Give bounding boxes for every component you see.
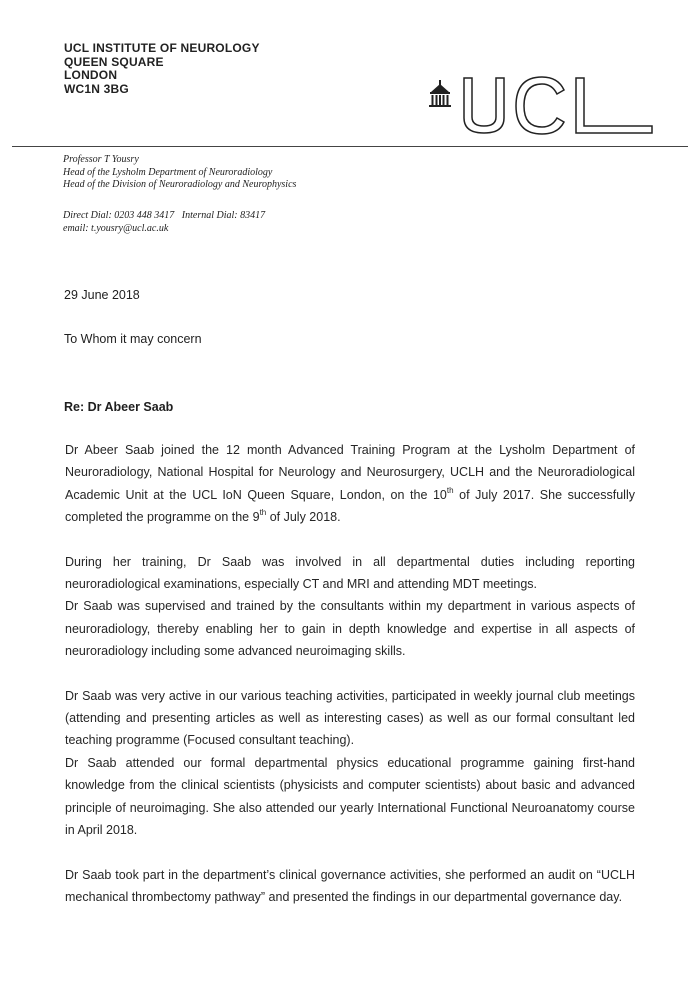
paragraph-governance: Dr Saab took part in the department’s clinical governance activities, she performed an audit on “UCLH mechanical thrombectomy pathway” and presented the findings in our departmental governance day. — [65, 867, 635, 904]
ucl-wordmark — [464, 77, 652, 134]
paragraph-supervision: Dr Saab was supervised and trained by the consultants within my department in various aspects of neuroradiology, thereby enabling her to gain in depth knowledge and expertise in all aspects of neuroradiology including some advanced neuroimaging skills. — [65, 599, 635, 659]
letter-body — [65, 439, 635, 908]
sender-title-division: Head of the Division of Neuroradiology and Neurophysics — [63, 179, 297, 190]
ordinal-suffix-1: th — [446, 485, 454, 495]
address-line-institute: UCL INSTITUTE OF NEUROLOGY — [64, 41, 260, 55]
paragraph-duties: During her training, Dr Saab was involved in all departmental duties including reporting neuroradiological examinations, especially CT and MRI and attending MDT meetings. — [65, 554, 635, 592]
sender-email: email: t.yousry@ucl.ac.uk — [63, 223, 169, 234]
paragraph-teaching: Dr Saab was very active in our various teaching activities, participated in weekly journal club meetings (attending and presenting articles as well as interesting cases) as well as our formal consultant led teaching programme (Focused consultant teaching). — [65, 688, 635, 748]
letterhead-divider — [12, 146, 688, 147]
sender-name: Professor T Yousry — [63, 154, 139, 165]
sender-title-department: Head of the Lysholm Department of Neuroradiology — [63, 166, 273, 178]
salutation: To Whom it may concern — [64, 332, 202, 346]
address-line-postcode: WC1N 3BG — [64, 81, 129, 96]
phone-line — [63, 209, 265, 222]
sender-block — [63, 154, 296, 192]
paragraph-physics: Dr Saab attended our formal departmental physics educational programme gaining first-hand knowledge from the clinical scientists (physicists and computer scientists) about basic and advanced principle of neuroimaging. She also attended our yearly International Functional Neuroanatomy course in April 2018. — [65, 755, 635, 838]
internal-dial: Internal Dial: 83417 — [181, 210, 266, 221]
paragraph-programme-part1: Dr Abeer Saab joined the 12 month Advanced Training Program at the Lysholm Department of Neuroradiology, National Hospital for Neurology and Neurosurgery, UCLH and the Neuroradiological Academic Unit at the UCL IoN Queen Square, London, on the 10 — [65, 443, 635, 502]
paragraph-programme-part2: of July 2017. She successfully completed the programme on the 9 — [65, 487, 635, 525]
paragraph-programme-part3: of July 2018. — [266, 510, 341, 525]
letterhead-address — [64, 42, 260, 96]
address-line-city: LONDON — [64, 68, 118, 82]
portico-icon — [429, 80, 451, 107]
paragraph-programme — [65, 439, 635, 529]
subject-line: Re: Dr Abeer Saab — [64, 400, 174, 414]
ordinal-suffix-2: th — [259, 508, 267, 518]
ucl-logo — [428, 70, 688, 148]
address-line-square: QUEEN SQUARE — [64, 54, 164, 69]
sender-contact — [63, 209, 265, 235]
direct-dial: Direct Dial: 0203 448 3417 — [63, 210, 175, 221]
letter-date: 29 June 2018 — [64, 288, 140, 302]
